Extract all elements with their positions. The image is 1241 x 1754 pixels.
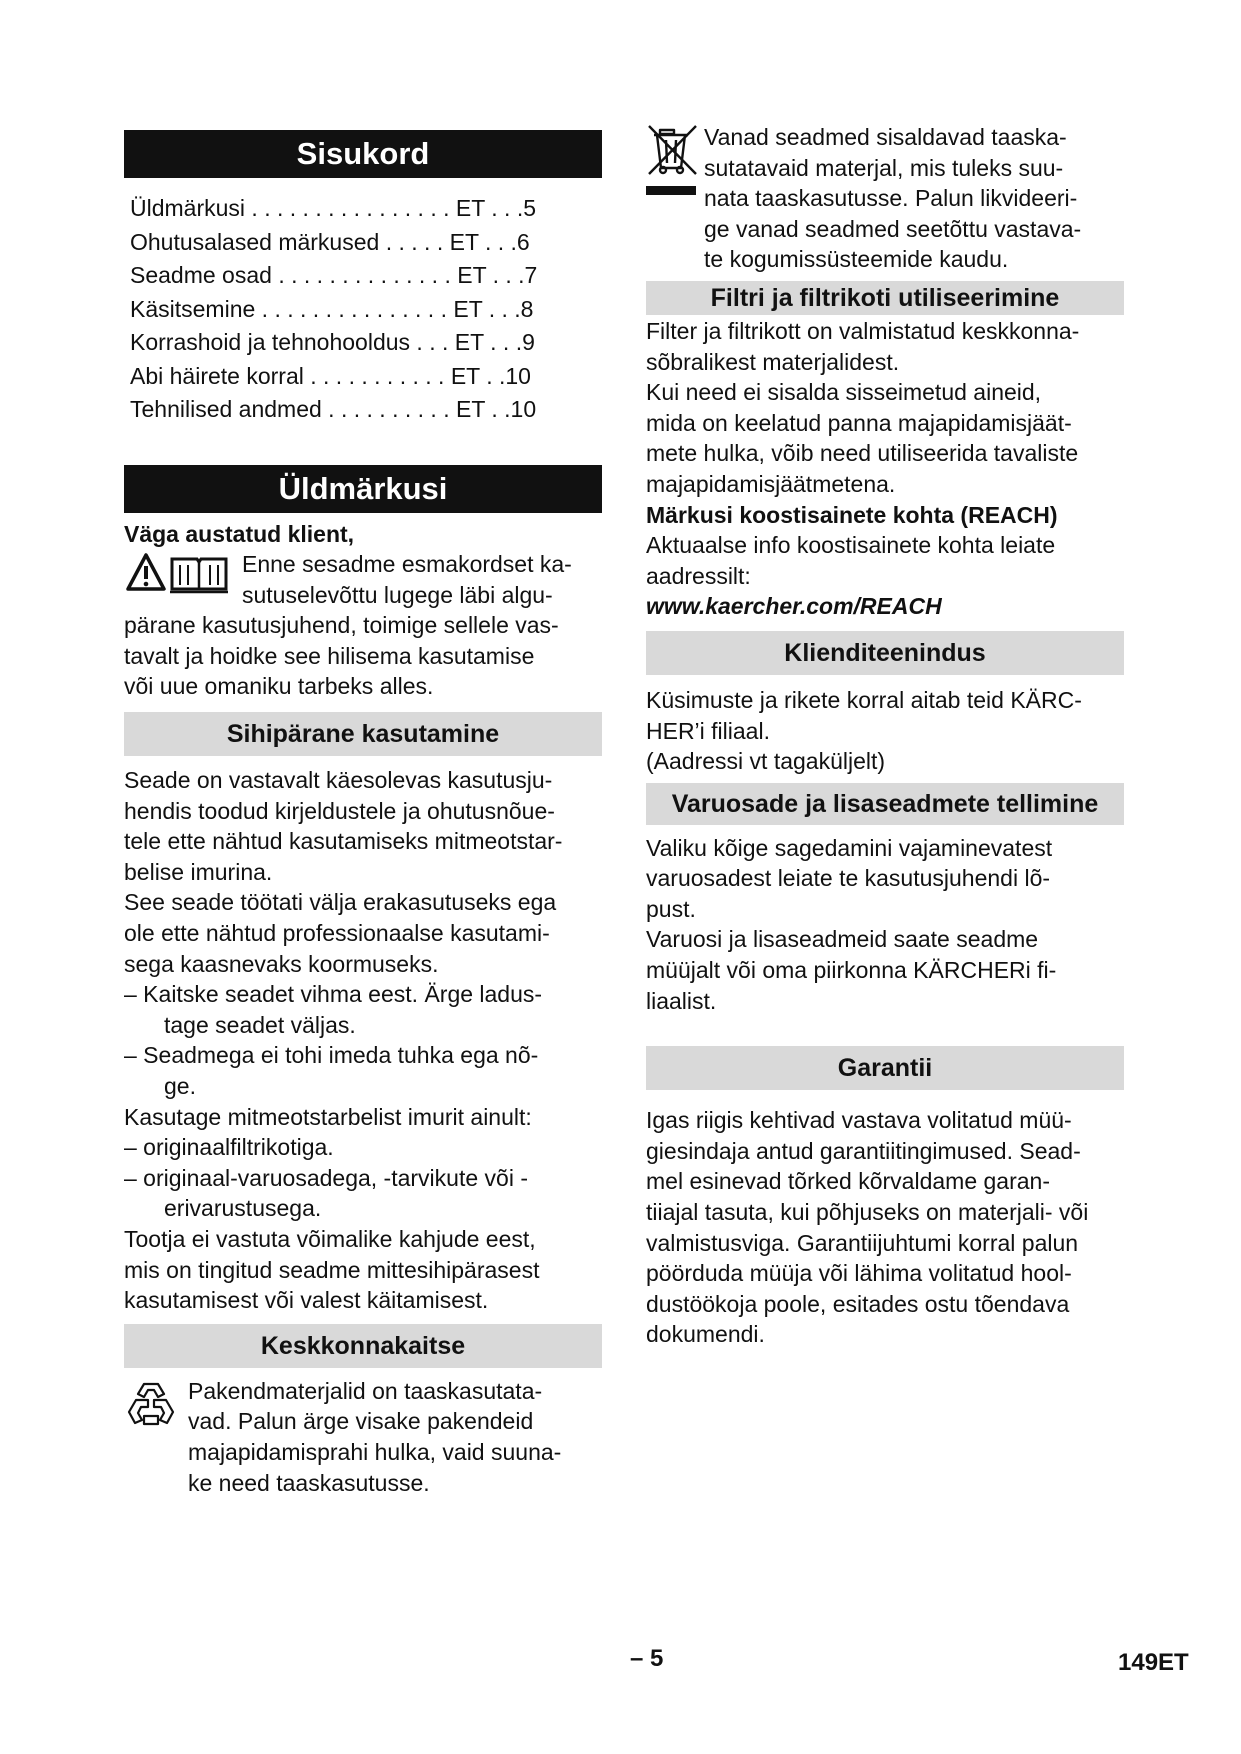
text-line: See seade töötati välja erakasutuseks ega: [124, 889, 557, 916]
text-line: majapidamisprahi hulka, vaid suuna-: [188, 1438, 562, 1465]
toc-entry[interactable]: Ohutusalased märkused . . . . . ET . . .6: [130, 228, 530, 255]
text-line: Igas riigis kehtivad vastava volitatud müü-: [646, 1107, 1072, 1134]
text-line: te kogumissüsteemide kaudu.: [704, 246, 1009, 273]
toc-entry[interactable]: Üldmärkusi . . . . . . . . . . . . . . . . ET . . .5: [130, 195, 537, 221]
text-line: valmistusviga. Garantiijuhtumi korral palun: [646, 1229, 1079, 1256]
intended-use-body: [124, 765, 602, 1316]
packaging-note: [124, 1376, 602, 1498]
text-line: pöörduda müüja või lähima volitatud hool-: [646, 1260, 1072, 1287]
text-line: giesindaja antud garantiitingimused. Sead-: [646, 1137, 1081, 1164]
toc-entry[interactable]: Käsitsemine . . . . . . . . . . . . . . . ET . . .8: [130, 295, 534, 322]
document-code: 149ET: [1118, 1649, 1189, 1676]
text-line: Kasutage mitmeotstarbelist imurit ainult:: [124, 1103, 532, 1130]
text-line: mete hulka, võib need utiliseerida tavaliste: [646, 440, 1079, 467]
text-line: mel esinevad tõrked kõrvaldame garan-: [646, 1168, 1050, 1195]
text-line: tiiajal tasuta, kui põhjuseks on materjali- või: [646, 1199, 1089, 1226]
dash-item: – originaalfiltrikotiga.: [124, 1134, 334, 1161]
text-line: Varuosi ja lisaseadmeid saate seadme: [646, 926, 1039, 953]
text-line: Kui need ei sisalda sisseimetud aineid,: [646, 379, 1042, 406]
text-line: Seade on vastavalt käesolevas kasutusju-: [124, 767, 553, 794]
right-column: [646, 122, 1124, 1350]
dash-item: – originaal-varuosadega, -tarvikute või -: [124, 1164, 528, 1191]
weee-bin-icon: [646, 122, 704, 207]
text-line: ge vanad seadmed seetõttu vastava-: [704, 215, 1082, 242]
dash-item-cont: tage seadet väljas.: [164, 1011, 356, 1038]
text-line: tele ette nähtud kasutamiseks mitmeotstar-: [124, 828, 563, 855]
warranty-heading: Garantii: [646, 1046, 1124, 1090]
left-column: [124, 130, 602, 1498]
text-line: HER’i filiaal.: [646, 717, 770, 744]
intro-text: pärane kasutusjuhend, toimige sellele vas-: [124, 612, 559, 639]
text-line: (Aadressi vt tagaküljelt): [646, 748, 886, 775]
intro-text: või uue omaniku tarbeks alles.: [124, 673, 434, 700]
text-line: belise imurina.: [124, 858, 273, 885]
text-line: varuosadest leiate te kasutusjuhendi lõ-: [646, 865, 1051, 892]
text-line: Pakendmaterjalid on taaskasutata-: [188, 1377, 543, 1404]
toc-entry[interactable]: Seadme osad . . . . . . . . . . . . . . ET . . .7: [130, 262, 538, 288]
reach-heading: Märkusi koostisainete kohta (REACH): [646, 501, 1058, 528]
text-line: kasutamisest või valest käitamisest.: [124, 1287, 489, 1314]
intended-use-heading: Sihipärane kasutamine: [124, 712, 602, 756]
reach-link[interactable]: www.kaercher.com/REACH: [646, 593, 942, 620]
page-number: – 5: [630, 1645, 664, 1672]
text-line: aadressilt:: [646, 562, 751, 589]
text-line: dustöökoja poole, esitades ostu tõendava: [646, 1290, 1070, 1317]
toc-list: [130, 192, 602, 427]
parts-heading: Varuosade ja lisaseadmete tellimine: [646, 783, 1124, 825]
dash-item-cont: erivarustusega.: [164, 1195, 322, 1222]
text-line: liaalist.: [646, 987, 717, 1014]
service-body: [646, 685, 1124, 777]
toc-entry[interactable]: Korrashoid ja tehnohooldus . . . ET . . .9: [130, 329, 535, 355]
intro-text: tavalt ja hoidke see hilisema kasutamise: [124, 642, 535, 669]
warranty-body: [646, 1105, 1124, 1350]
text-line: ole ette nähtud professionaalse kasutami-: [124, 920, 550, 947]
environment-heading: Keskkonnakaitse: [124, 1324, 602, 1368]
text-line: majapidamisjäätmetena.: [646, 470, 896, 497]
text-line: sega kaasnevaks koormuseks.: [124, 950, 439, 977]
intro-line: sutuselevõttu lugege läbi algu-: [242, 581, 553, 608]
dash-item-cont: ge.: [164, 1073, 196, 1099]
filter-disposal-heading: Filtri ja filtrikoti utiliseerimine: [646, 281, 1124, 315]
text-line: Küsimuste ja rikete korral aitab teid KÄRC-: [646, 686, 1082, 713]
text-line: Valiku kõige sagedamini vajaminevatest: [646, 834, 1053, 861]
text-line: ke need taaskasutusse.: [188, 1469, 430, 1496]
toc-entry[interactable]: Tehnilised andmed . . . . . . . . . . ET . .10: [130, 396, 537, 422]
service-heading: Klienditeenindus: [646, 631, 1124, 675]
toc-heading: Sisukord: [124, 130, 602, 178]
text-line: Aktuaalse info koostisainete kohta leiate: [646, 532, 1056, 559]
general-heading: Üldmärkusi: [124, 465, 602, 513]
filter-disposal-body: [646, 316, 1124, 622]
parts-body: [646, 833, 1124, 1017]
text-line: nata taaskasutusse. Palun likvideeri-: [704, 185, 1078, 212]
text-line: hendis toodud kirjeldustele ja ohutusnõue-: [124, 797, 555, 824]
text-line: sutatavaid materjal, mis tuleks suu-: [704, 154, 1064, 181]
text-line: mida on keelatud panna majapidamisjäät-: [646, 409, 1072, 436]
text-line: pust.: [646, 895, 696, 922]
text-line: dokumendi.: [646, 1321, 765, 1348]
toc-entry[interactable]: Abi häirete korral . . . . . . . . . . . ET . .10: [130, 362, 531, 389]
dash-item: – Seadmega ei tohi imeda tuhka ega nõ-: [124, 1042, 539, 1069]
warning-intro: [124, 549, 602, 610]
recycling-icon: [124, 1376, 188, 1435]
text-line: sõbralikest materjalidest.: [646, 348, 900, 375]
text-line: Tootja ei vastuta võimalike kahjude eest,: [124, 1225, 536, 1252]
text-line: vad. Palun ärge visake pakendeid: [188, 1408, 534, 1435]
greeting: Väga austatud klient,: [124, 520, 355, 547]
dash-item: – Kaitske seadet vihma eest. Ärge ladus-: [124, 981, 543, 1008]
intro-line: Enne sesadme esmakordset ka-: [242, 551, 572, 578]
warning-manual-icon: [124, 549, 242, 602]
text-line: Vanad seadmed sisaldavad taaska-: [704, 124, 1067, 150]
text-line: Filter ja filtrikott on valmistatud keskkonna-: [646, 317, 1080, 344]
text-line: müüjalt või oma piirkonna KÄRCHERi fi-: [646, 957, 1057, 984]
text-line: mis on tingitud seadme mittesihipärasest: [124, 1256, 540, 1283]
old-devices-note: [646, 122, 1124, 275]
